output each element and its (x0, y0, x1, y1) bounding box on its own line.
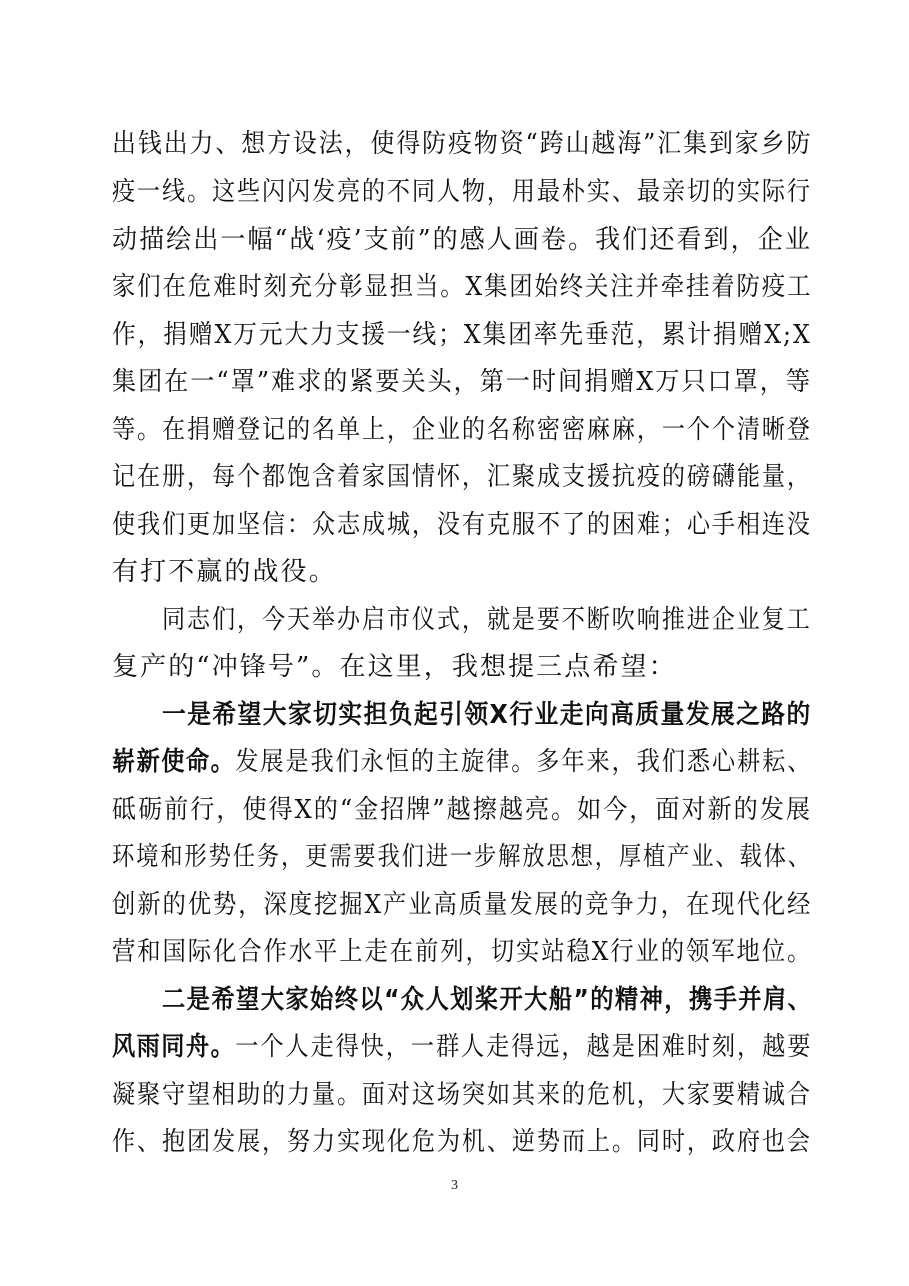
point-heading: 崭新使命。 (112, 747, 236, 777)
text-line: 营和国际化合作水平上走在前列，切实站稳X行业的领军地位。 (112, 937, 813, 967)
text-line: 动描绘出一幅“战‘疫’支前”的感人画卷。我们还看到，企业 (112, 225, 812, 255)
point-heading: 风雨同舟。 (112, 1032, 236, 1062)
text-line: 创新的优势，深度挖掘X产业高质量发展的竞争力，在现代化经 (112, 890, 813, 920)
point-heading: 二是希望大家始终以“众人划桨开大船”的精神，携手并肩、 (162, 985, 813, 1015)
text-line: 有打不赢的战役。 (112, 557, 337, 587)
text-line: 疫一线。这些闪闪发亮的不同人物，用最朴实、最亲切的实际行 (112, 177, 812, 207)
text-line: 凝聚守望相助的力量。面对这场突如其来的危机，大家要精诚合 (112, 1080, 812, 1110)
point-heading: 一是希望大家切实担负起引领X行业走向高质量发展之路的 (162, 700, 812, 730)
text-line: 复产的“冲锋号”。在这里，我想提三点希望： (112, 652, 677, 682)
text-line: 同志们，今天举办启市仪式，就是要不断吹响推进企业复工 (162, 605, 812, 635)
text-fragment: 发展是我们永恒的主旋律。多年来，我们悉心耕耘、 (235, 747, 813, 777)
text-line (112, 746, 812, 778)
page-number: 3 (451, 1178, 458, 1193)
text-fragment: 一个人走得快，一群人走得远，越是困难时刻，越要 (235, 1032, 813, 1062)
text-line: 使我们更加坚信：众志成城，没有克服不了的困难；心手相连没 (112, 510, 812, 540)
text-line: 砥砺前行，使得X的“金招牌”越擦越亮。如今，面对新的发展 (112, 795, 812, 825)
text-line: 出钱出力、想方设法，使得防疫物资“跨山越海”汇集到家乡防 (112, 129, 813, 159)
text-line: 集团在一“罩”难求的紧要关头，第一时间捐赠X万只口罩，等 (112, 367, 812, 397)
text-line: 家们在危难时刻充分彰显担当。X集团始终关注并牵挂着防疫工 (112, 272, 813, 302)
text-line: 记在册，每个都饱含着家国情怀，汇聚成支援抗疫的磅礴能量， (112, 462, 812, 492)
text-line (112, 1031, 812, 1063)
text-line: 等。在捐赠登记的名单上，企业的名称密密麻麻，一个个清晰登 (112, 415, 812, 445)
text-line: 作、抱团发展，努力实现化危为机、逆势而上。同时，政府也会 (112, 1127, 812, 1157)
text-line: 作，捐赠X万元大力支援一线；X集团率先垂范，累计捐赠X;X (112, 320, 812, 350)
text-line: 环境和形势任务，更需要我们进一步解放思想，厚植产业、载体、 (112, 842, 812, 872)
